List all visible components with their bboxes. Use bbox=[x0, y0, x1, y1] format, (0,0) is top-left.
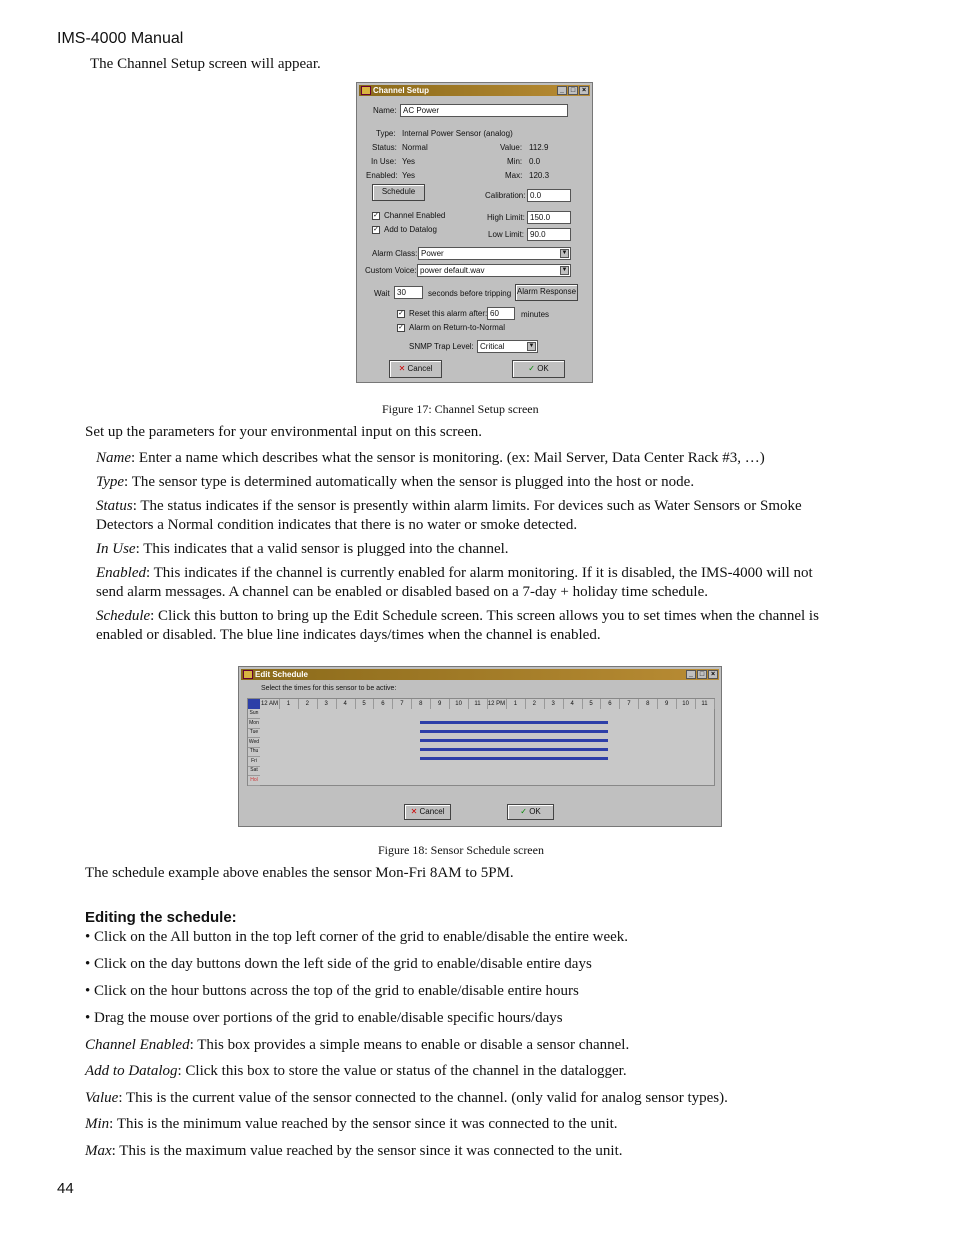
hour-button[interactable]: 6 bbox=[374, 699, 394, 709]
enabled-value: Yes bbox=[402, 171, 416, 180]
editing-heading: Editing the schedule: bbox=[85, 909, 237, 926]
minimize-icon[interactable]: _ bbox=[686, 670, 696, 679]
def-term: Name bbox=[96, 450, 131, 466]
def-text: : This is the current value of the sensor connected to the channel. (only valid for analog sensor types). bbox=[118, 1090, 728, 1106]
ok-label: OK bbox=[529, 807, 541, 816]
snmp-select[interactable] bbox=[477, 340, 538, 353]
hour-button[interactable]: 5 bbox=[355, 699, 375, 709]
maximize-icon[interactable]: □ bbox=[697, 670, 707, 679]
day-button[interactable]: Wed bbox=[248, 738, 260, 748]
seconds-label: seconds before tripping bbox=[428, 289, 512, 298]
close-icon[interactable]: × bbox=[579, 86, 589, 95]
def-text: : The sensor type is determined automatically when the sensor is plugged into the host or node. bbox=[124, 474, 695, 490]
cancel-x-icon: ✕ bbox=[410, 807, 418, 816]
chevron-down-icon[interactable]: ▼ bbox=[561, 267, 568, 273]
chevron-down-icon[interactable]: ▼ bbox=[528, 343, 535, 349]
def-max bbox=[85, 1142, 865, 1161]
def-term: Add to Datalog bbox=[85, 1063, 178, 1079]
hour-button[interactable]: 2 bbox=[298, 699, 318, 709]
day-button[interactable]: Tue bbox=[248, 728, 260, 738]
all-button[interactable] bbox=[248, 699, 260, 709]
low-limit-field[interactable]: 90.0 bbox=[527, 228, 571, 241]
intro-text: The Channel Setup screen will appear. bbox=[90, 56, 321, 72]
hour-button[interactable]: 3 bbox=[544, 699, 564, 709]
name-field[interactable]: AC Power bbox=[400, 104, 568, 117]
high-limit-field[interactable]: 150.0 bbox=[527, 211, 571, 224]
figure18-caption: Figure 18: Sensor Schedule screen bbox=[378, 843, 544, 857]
alarm-rtn-label: Alarm on Return-to-Normal bbox=[409, 323, 506, 332]
calibration-label: Calibration: bbox=[485, 191, 526, 200]
channel-setup-title: Channel Setup bbox=[373, 86, 430, 95]
schedule-prompt: Select the times for this sensor to be active: bbox=[261, 685, 397, 692]
hour-button[interactable]: 1 bbox=[279, 699, 299, 709]
hour-button[interactable]: 9 bbox=[657, 699, 677, 709]
def-channel-enabled bbox=[85, 1036, 865, 1055]
checkmark-icon: ✓ bbox=[520, 807, 527, 816]
day-column bbox=[248, 709, 260, 785]
checkmark-icon: ✓ bbox=[528, 364, 535, 373]
schedule-line-thu bbox=[420, 748, 608, 751]
custom-voice-select[interactable] bbox=[417, 264, 571, 277]
wait-field[interactable]: 30 bbox=[394, 286, 423, 299]
snmp-label: SNMP Trap Level: bbox=[409, 342, 474, 351]
def-text: : The status indicates if the sensor is presently within alarm limits. For devices such as Water Sensors or Smoke bbox=[132, 498, 802, 514]
channel-enabled-checkbox[interactable]: ✓ bbox=[373, 212, 379, 219]
running-header: IMS-4000 Manual bbox=[57, 30, 184, 47]
def-text: : Click this box to store the value or status of the channel in the datalogger. bbox=[177, 1063, 627, 1079]
calibration-field[interactable]: 0.0 bbox=[527, 189, 571, 202]
example-paragraph: The schedule example above enables the sensor Mon-Fri 8AM to 5PM. bbox=[85, 865, 514, 881]
hour-button[interactable]: 2 bbox=[525, 699, 545, 709]
min-value: 0.0 bbox=[529, 157, 541, 166]
enabled-label: Enabled: bbox=[366, 171, 398, 180]
alarm-class-value: Power bbox=[421, 249, 444, 258]
cancel-x-icon: ✕ bbox=[398, 364, 406, 373]
def-term: Min bbox=[85, 1116, 110, 1132]
edit-schedule-titlebar bbox=[241, 669, 719, 680]
page-number: 44 bbox=[57, 1180, 74, 1197]
setup-paragraph: Set up the parameters for your environmental input on this screen. bbox=[85, 424, 482, 440]
name-label: Name: bbox=[373, 106, 397, 115]
def-term: Type bbox=[96, 474, 125, 490]
hour-button[interactable]: 11 bbox=[468, 699, 488, 709]
hour-button[interactable]: 1 bbox=[506, 699, 526, 709]
day-button[interactable]: Hol bbox=[248, 776, 260, 786]
ok-label: OK bbox=[537, 364, 549, 373]
value-label: Value: bbox=[500, 143, 523, 152]
hour-button[interactable]: 3 bbox=[317, 699, 337, 709]
def-text: : Click this button to bring up the Edit Schedule screen. This screen allows you to set times when the channel is bbox=[150, 608, 819, 624]
hour-button[interactable]: 7 bbox=[619, 699, 639, 709]
def-text: : This indicates that a valid sensor is plugged into the channel. bbox=[135, 541, 509, 557]
type-label: Type: bbox=[376, 129, 396, 138]
def-add-to-datalog bbox=[85, 1062, 865, 1081]
hour-button[interactable]: 12 AM bbox=[260, 701, 278, 707]
def-status bbox=[96, 497, 866, 535]
def-min bbox=[85, 1115, 865, 1134]
status-value: Normal bbox=[402, 143, 428, 152]
hour-button[interactable]: 4 bbox=[563, 699, 583, 709]
type-value: Internal Power Sensor (analog) bbox=[402, 129, 513, 138]
cancel-label: Cancel bbox=[419, 807, 445, 816]
schedule-line-fri bbox=[420, 757, 608, 760]
def-term: Channel Enabled bbox=[85, 1037, 190, 1053]
hour-button[interactable]: 9 bbox=[430, 699, 450, 709]
status-label: Status: bbox=[372, 143, 397, 152]
day-button[interactable]: Sat bbox=[248, 766, 260, 776]
channel-setup-titlebar bbox=[359, 85, 590, 96]
bullet-item: • Click on the hour buttons across the top of the grid to enable/disable entire hours bbox=[85, 983, 579, 999]
def-value bbox=[85, 1089, 865, 1108]
hour-button[interactable]: 7 bbox=[392, 699, 412, 709]
hour-button[interactable]: 10 bbox=[676, 699, 696, 709]
def-text: : Enter a name which describes what the sensor is monitoring. (ex: Mail Server, Data Center Rack #3, …) bbox=[131, 450, 765, 466]
schedule-grid[interactable] bbox=[247, 698, 715, 786]
max-label: Max: bbox=[505, 171, 523, 180]
hour-button[interactable]: 10 bbox=[449, 699, 469, 709]
def-term: Max bbox=[85, 1143, 112, 1159]
high-limit-label: High Limit: bbox=[487, 213, 525, 222]
def-term: Value bbox=[85, 1090, 119, 1106]
figure17-caption: Figure 17: Channel Setup screen bbox=[382, 402, 539, 416]
low-limit-label: Low Limit: bbox=[488, 230, 525, 239]
channel-setup-window bbox=[356, 82, 593, 383]
reset-alarm-checkbox[interactable]: ✓ bbox=[398, 310, 404, 317]
add-to-datalog-label: Add to Datalog bbox=[384, 225, 437, 234]
reset-alarm-label: Reset this alarm after: bbox=[409, 309, 488, 318]
hour-button[interactable]: 4 bbox=[336, 699, 356, 709]
maximize-icon[interactable]: □ bbox=[568, 86, 578, 95]
max-value: 120.3 bbox=[529, 171, 550, 180]
snmp-value: Critical bbox=[480, 342, 505, 351]
custom-voice-label: Custom Voice: bbox=[365, 266, 417, 275]
bullet-item: • Click on the All button in the top left corner of the grid to enable/disable the entire week. bbox=[85, 929, 629, 945]
schedule-line-mon bbox=[420, 721, 608, 724]
chevron-down-icon[interactable]: ▼ bbox=[561, 250, 568, 256]
schedule-line-tue bbox=[420, 730, 608, 733]
hour-button[interactable]: 5 bbox=[582, 699, 602, 709]
def-term: Schedule bbox=[96, 608, 151, 624]
bullet-item: • Drag the mouse over portions of the grid to enable/disable specific hours/days bbox=[85, 1010, 563, 1026]
def-name bbox=[96, 449, 866, 468]
def-type bbox=[96, 473, 866, 492]
hour-header-row bbox=[260, 699, 714, 709]
app-icon bbox=[361, 86, 371, 95]
wait-label: Wait bbox=[374, 289, 390, 298]
schedule-button[interactable]: Schedule bbox=[372, 184, 425, 201]
def-text: : This box provides a simple means to enable or disable a sensor channel. bbox=[189, 1037, 630, 1053]
reset-minutes-field[interactable]: 60 bbox=[487, 307, 515, 320]
bullet-item: • Click on the day buttons down the left side of the grid to enable/disable entire days bbox=[85, 956, 592, 972]
day-button[interactable]: Fri bbox=[248, 757, 260, 767]
def-text-cont: send alarm messages. A channel can be enabled or disabled based on a 7-day + holiday time schedule. bbox=[96, 584, 709, 600]
hour-button[interactable]: 8 bbox=[638, 699, 658, 709]
def-enabled bbox=[96, 564, 866, 602]
value-value: 112.9 bbox=[529, 143, 549, 152]
inuse-value: Yes bbox=[402, 157, 416, 166]
def-schedule bbox=[96, 607, 866, 645]
close-icon[interactable]: × bbox=[708, 670, 718, 679]
minimize-icon[interactable]: _ bbox=[557, 86, 567, 95]
day-button[interactable]: Thu bbox=[248, 747, 260, 757]
ok-button[interactable] bbox=[512, 360, 565, 378]
def-text: : This is the minimum value reached by the sensor since it was connected to the unit. bbox=[109, 1116, 618, 1132]
min-label: Min: bbox=[507, 157, 523, 166]
alarm-class-select[interactable] bbox=[418, 247, 571, 260]
def-text: : This indicates if the channel is currently enabled for alarm monitoring. If it is disabled, the IMS-4000 will not bbox=[146, 565, 813, 581]
add-to-datalog-checkbox[interactable]: ✓ bbox=[373, 226, 379, 233]
alarm-class-label: Alarm Class: bbox=[372, 249, 418, 258]
def-term: Enabled bbox=[96, 565, 146, 581]
def-text-cont: Detectors a Normal condition indicates that there is no water or smoke detected. bbox=[96, 517, 578, 533]
def-text-cont: enabled or disabled. The blue line indicates days/times when the channel is enabled. bbox=[96, 627, 601, 643]
day-button[interactable]: Mon bbox=[248, 719, 260, 729]
alarm-response-button[interactable]: Alarm Response bbox=[515, 284, 578, 301]
def-term: Status bbox=[96, 498, 133, 514]
hour-button[interactable]: 12 PM bbox=[487, 701, 506, 707]
hour-button[interactable]: 8 bbox=[411, 699, 431, 709]
cancel-button[interactable] bbox=[389, 360, 442, 378]
custom-voice-value: power default.wav bbox=[420, 266, 485, 275]
edit-schedule-title: Edit Schedule bbox=[255, 670, 308, 679]
app-icon bbox=[243, 670, 253, 679]
schedule-cancel-button[interactable] bbox=[404, 804, 451, 820]
def-text: : This is the maximum value reached by the sensor since it was connected to the unit. bbox=[111, 1143, 623, 1159]
alarm-rtn-checkbox[interactable]: ✓ bbox=[398, 324, 404, 331]
minutes-label: minutes bbox=[521, 310, 550, 319]
day-button[interactable]: Sun bbox=[248, 709, 260, 719]
bullet-list bbox=[85, 928, 865, 1161]
cancel-label: Cancel bbox=[407, 364, 433, 373]
hour-button[interactable]: 6 bbox=[601, 699, 621, 709]
schedule-ok-button[interactable] bbox=[507, 804, 554, 820]
inuse-label: In Use: bbox=[371, 157, 397, 166]
hour-button[interactable]: 11 bbox=[695, 699, 715, 709]
edit-schedule-window bbox=[238, 666, 722, 827]
definitions-list bbox=[96, 449, 866, 645]
schedule-line-wed bbox=[420, 739, 608, 742]
def-inuse bbox=[96, 540, 866, 559]
channel-enabled-label: Channel Enabled bbox=[384, 211, 446, 220]
def-term: In Use bbox=[96, 541, 136, 557]
